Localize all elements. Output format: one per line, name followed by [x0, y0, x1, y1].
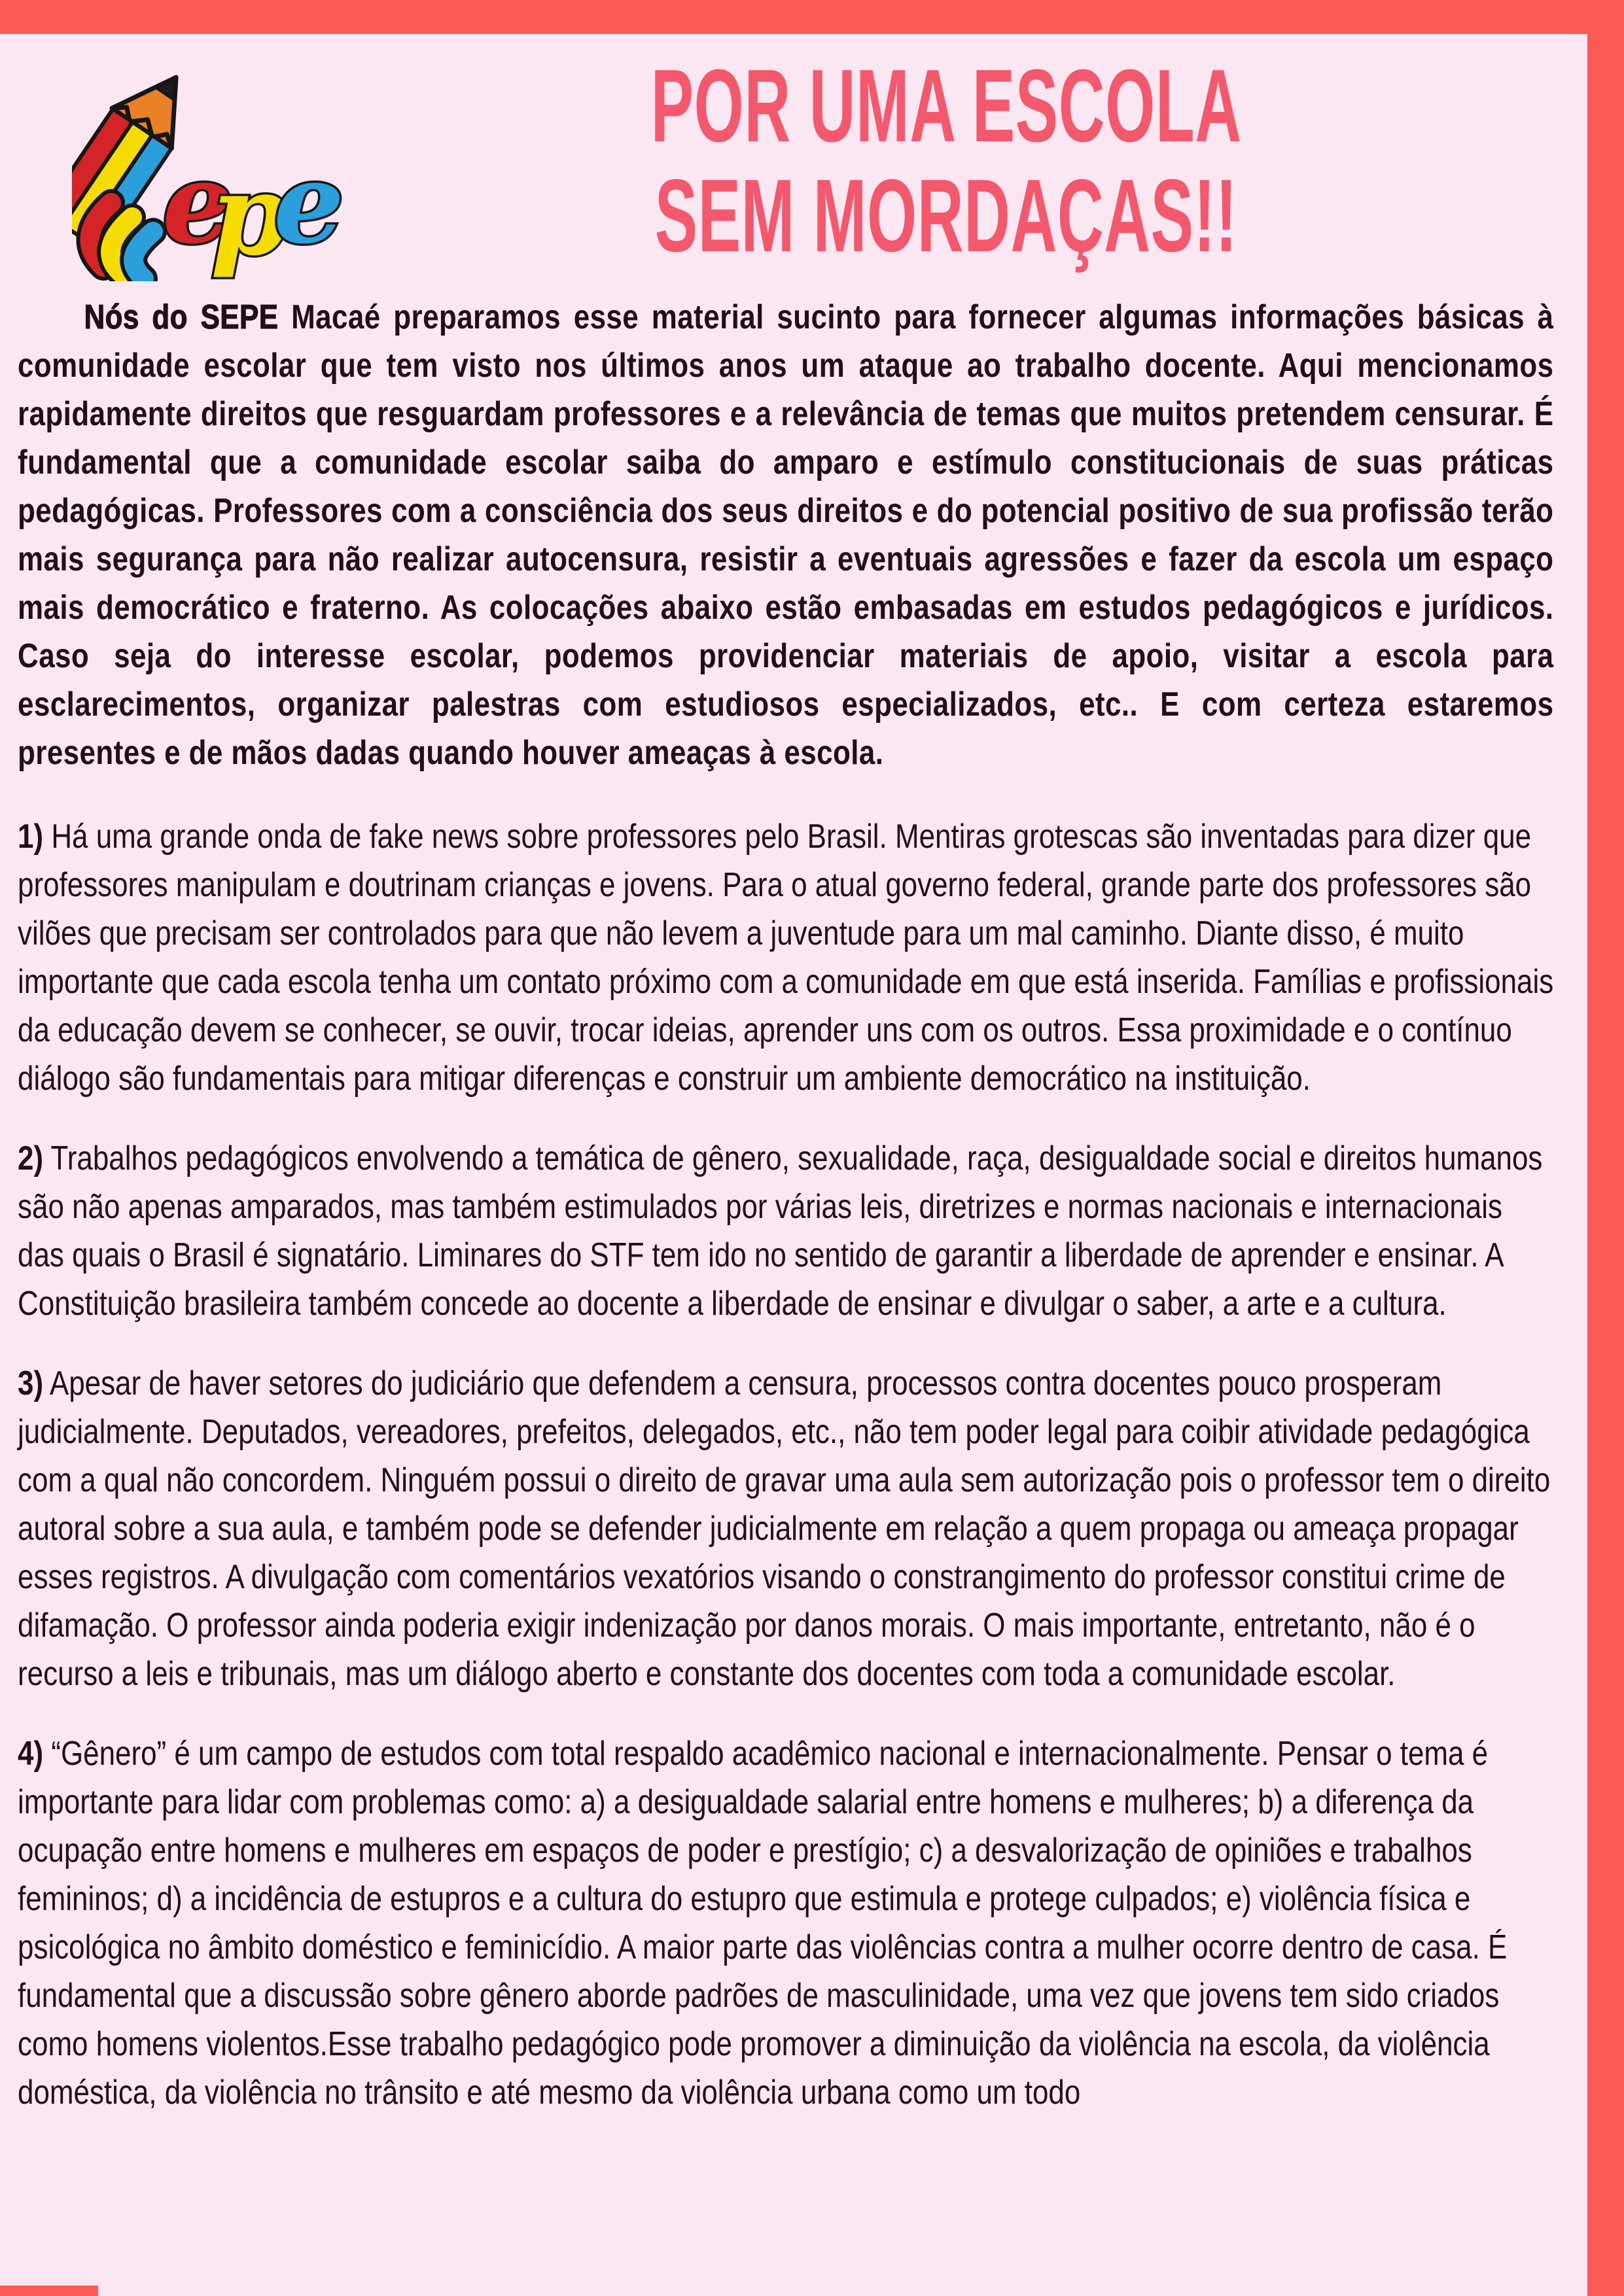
page-title — [347, 46, 1545, 271]
paragraph-3-text: Apesar de haver setores do judiciário que defendem a censura, processos contra docentes pouco prosperam judicialmente. Deputados, vereadores, prefeitos, delegados, etc., não tem poder legal para coibir atividade pedagógica com a qual não concordem. Ninguém possui o direito de gravar uma aula sem autorização pois o professor tem o direito autoral sobre a sua aula, e também pode se defender judicialmente em relação a quem propaga ou ameaça propagar esses registros. A divulgação com comentários vexatórios visando o constrangimento do professor constitui crime de difamação. O professor ainda poderia exigir indenização por danos morais. O mais importante, entretanto, não é o recurso a leis e tribunais, mas um diálogo aberto e constante dos docentes com toda a comunidade escolar. — [18, 1365, 1551, 1693]
sepe-logo pencil-icon — [72, 46, 347, 281]
intro-paragraph — [18, 293, 1553, 777]
paragraph-4-text: “Gênero” é um campo de estudos com total respaldo acadêmico nacional e internacionalmente. Pensar o tema é importante para lidar com problemas como: a) a desigualdade salarial entre homens e mulheres; b) a diferença da ocupação entre homens e mulheres em espaços de poder e prestígio; c) a desvalorização de opiniões e trabalhos femininos; d) a incidência de estupros e a cultura do estupro que estimula e protege culpados; e) violência física e psicológica no âmbito doméstico e feminicídio. A maior parte das violências contra a mulher ocorre dentro de casa. É fundamental que a discussão sobre gênero aborde padrões de masculinidade, uma vez que jovens tem sido criados como homens violentos.Esse trabalho pedagógico pode promover a diminuição da violência na escola, da violência doméstica, da violência no trânsito e até mesmo da violência urbana como um todo — [18, 1735, 1508, 2112]
intro-rest: Macaé preparamos esse material sucinto para fornecer algumas informações básicas à comunidade escolar que tem visto nos últimos anos um ataque ao trabalho docente. Aqui mencionamos rapidamente direitos que resguardam professores e a relevância de temas que muitos pretendem censurar. É fundamental que a comunidade escolar saiba do amparo e estímulo constitucionais de suas práticas pedagógicas. Professores com a consciência dos seus direitos e do potencial positivo de sua profissão terão mais segurança para não realizar autocensura, resistir a eventuais agressões e fazer da escola um espaço mais democrático e fraterno. As colocações abaixo estão embasadas em estudos pedagógicos e jurídicos. Caso seja do interesse escolar, podemos providenciar materiais de apoio, visitar a escola para esclarecimentos, organizar palestras com estudiosos especializados, etc.. E com certeza estaremos presentes e de mãos dadas quando houver ameaças à escola. — [18, 298, 1554, 772]
header — [0, 0, 1624, 281]
paragraph-1 — [18, 812, 1553, 1103]
page-title-line1: POR UMA ESCOLA — [650, 48, 1242, 164]
right-border-band — [1587, 0, 1624, 2296]
paragraph-4 — [18, 1730, 1553, 2117]
paragraph-2-number: 2) — [18, 1139, 44, 1177]
paragraph-2-text: Trabalhos pedagógicos envolvendo a temática de gênero, sexualidade, raça, desigualdade social e direitos humanos são não apenas amparados, mas também estimulados por várias leis, diretrizes e normas nacionais e internacionais das quais o Brasil é signatário. Liminares do STF tem ido no sentido de garantir a liberdade de aprender e ensinar. A Constituição brasileira também concede ao docente a liberdade de ensinar e divulgar o saber, a arte e a cultura. — [18, 1139, 1543, 1323]
body-text — [0, 281, 1570, 2117]
bottom-left-border-patch — [0, 2286, 98, 2296]
svg-text:p: p — [211, 150, 289, 281]
paragraph-1-number: 1) — [18, 818, 44, 856]
paragraph-2 — [18, 1134, 1553, 1328]
svg-text:e: e — [274, 138, 345, 269]
paragraph-3 — [18, 1359, 1553, 1698]
intro-lead: Nós do SEPE — [84, 298, 279, 336]
paragraph-3-number: 3) — [18, 1365, 44, 1402]
paragraph-4-number: 4) — [18, 1735, 44, 1773]
paragraph-1-text: Há uma grande onda de fake news sobre professores pelo Brasil. Mentiras grotescas são inventadas para dizer que professores manipulam e doutrinam crianças e jovens. Para o atual governo federal, grande parte dos professores são vilões que precisam ser controlados para que não levem a juventude para um mal caminho. Diante disso, é muito importante que cada escola tenha um contato próximo com a comunidade em que está inserida. Famílias e profissionais da educação devem se conhecer, se ouvir, trocar ideias, aprender uns com os outros. Essa proximidade e o contínuo diálogo são fundamentais para mitigar diferenças e construir um ambiente democrático na instituição. — [18, 818, 1554, 1098]
page-title-line2: SEM MORDAÇAS!! — [654, 158, 1238, 273]
logo-wordmark: e — [162, 138, 228, 269]
